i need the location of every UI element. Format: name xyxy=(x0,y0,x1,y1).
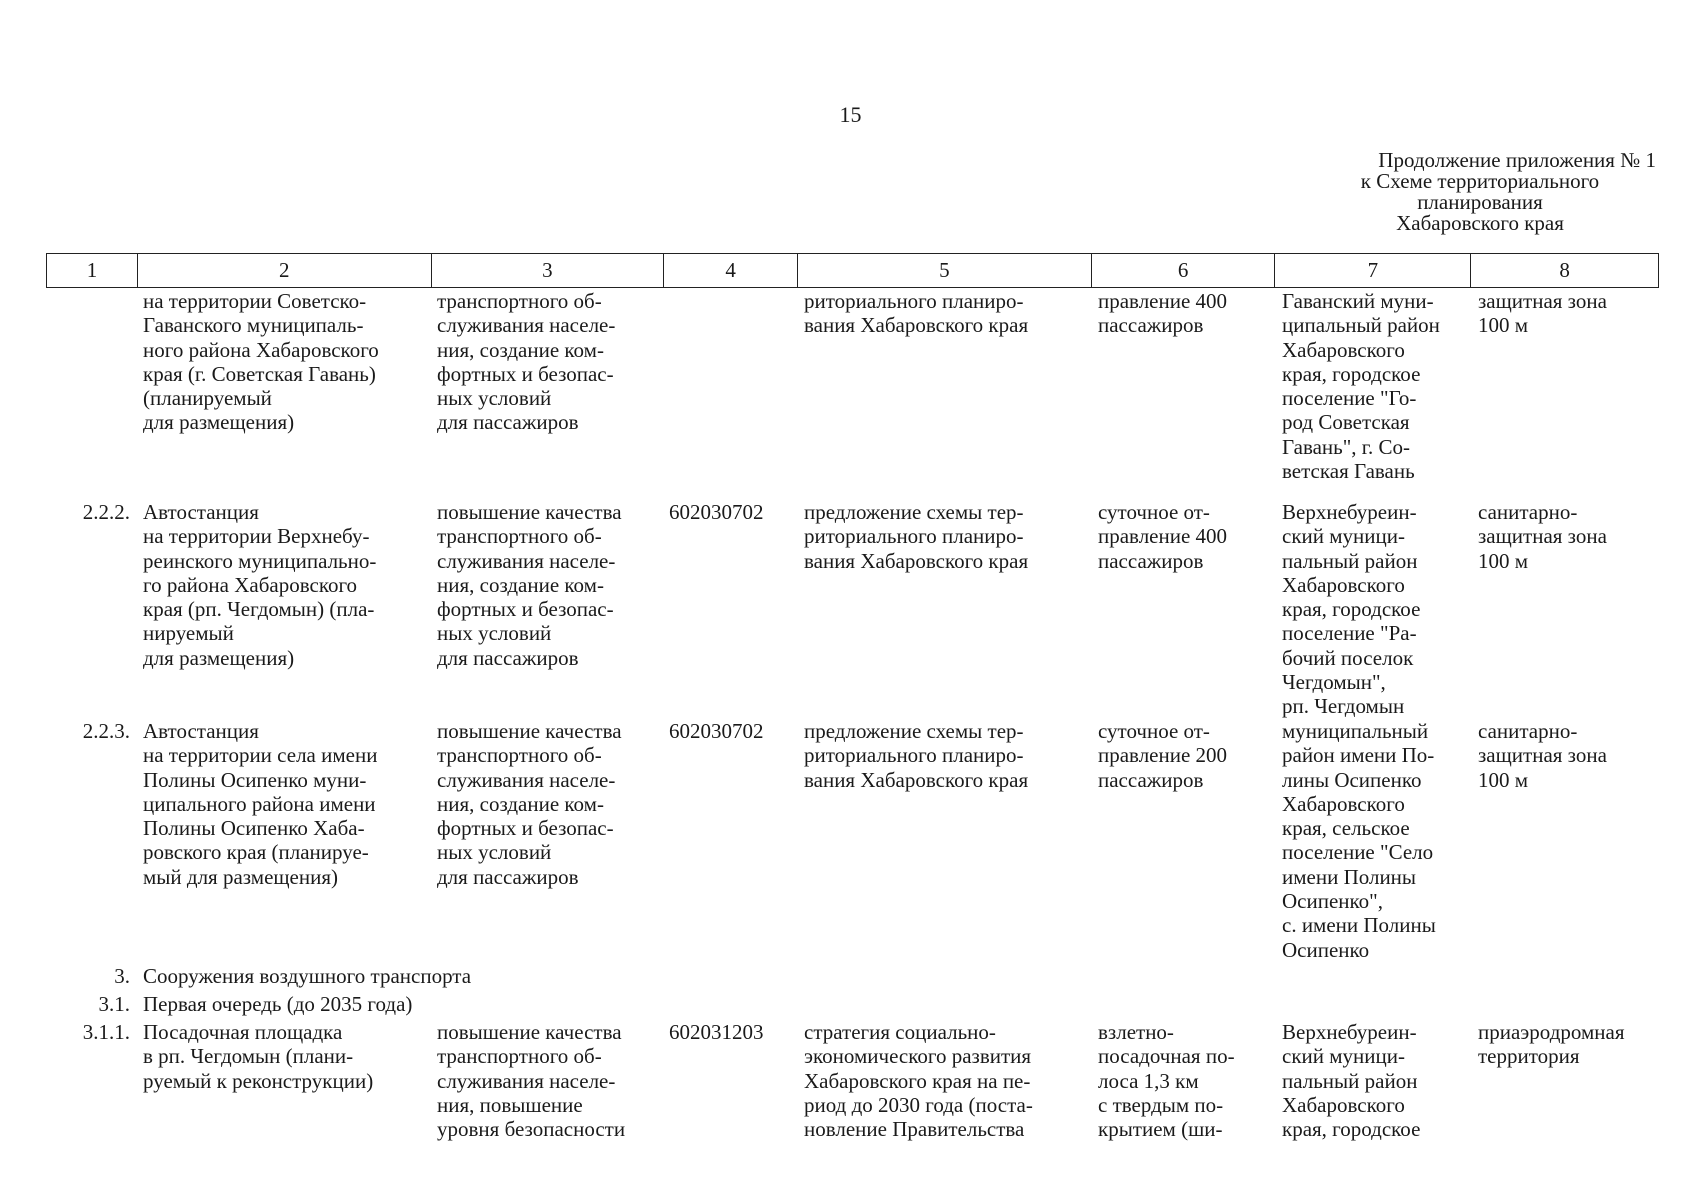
table-row xyxy=(46,500,1659,719)
row-number: 3.1.1. xyxy=(82,1020,130,1044)
section-number: 3. xyxy=(114,964,130,988)
page-number: 15 xyxy=(839,102,862,127)
table-body xyxy=(46,289,1659,1150)
object-location: Верхнебуреин- ский муници- пальный район Хабаровского края, городское поселение "Ра- бочий поселок Чегдомын", рп. Чегдомын xyxy=(1282,500,1421,719)
object-zone: санитарно- защитная зона 100 м xyxy=(1478,719,1607,792)
section-title: Первая очередь (до 2035 года) xyxy=(143,992,413,1016)
appendix-header xyxy=(1300,150,1660,234)
object-characteristics: правление 400 пассажиров xyxy=(1098,289,1228,338)
appendix-line-1: Продолжение приложения № 1 xyxy=(1378,148,1656,172)
object-code: 602030702 xyxy=(669,719,764,743)
column-header-5: 5 xyxy=(797,254,1091,287)
row-number: 2.2.3. xyxy=(82,719,130,743)
object-purpose: повышение качества транспортного об- служивания населе- ния, создание ком- фортных и безопас- ных условий для пассажиров xyxy=(437,500,622,670)
table-row xyxy=(46,719,1659,964)
row-number xyxy=(46,289,136,500)
appendix-line-2: к Схеме территориального xyxy=(1360,169,1600,193)
object-location: муниципальный район имени По- лины Осипенко Хабаровского края, сельское поселение "Село имени Полины Осипенко", с. имени Полины Осипенко xyxy=(1282,719,1436,962)
object-characteristics: суточное от- правление 200 пассажиров xyxy=(1098,719,1228,792)
column-header-1: 1 xyxy=(86,258,98,282)
object-zone: приаэродромная территория xyxy=(1478,1020,1625,1069)
appendix-line-4: Хабаровского края xyxy=(1396,211,1564,235)
column-header-7: 7 xyxy=(1274,254,1470,287)
object-purpose: транспортного об- служивания населе- ния, создание ком- фортных и безопас- ных условий для пассажиров xyxy=(437,289,616,435)
object-code: 602031203 xyxy=(669,1020,764,1044)
object-basis: предложение схемы тер- риториального планиро- вания Хабаровского края xyxy=(804,500,1029,573)
object-basis: стратегия социально- экономического развития Хабаровского края на пе- риод до 2030 года (поста- новление Правительства xyxy=(804,1020,1033,1142)
object-zone: санитарно- защитная зона 100 м xyxy=(1478,500,1607,573)
column-header-3: 3 xyxy=(431,254,664,287)
appendix-line-3: планирования xyxy=(1417,190,1543,214)
table-header-row xyxy=(46,253,1659,288)
object-name: Автостанция на территории Верхнебу- реинского муниципально- го района Хабаровского края (рп. Чегдомын) (пла- нируемый для размещения) xyxy=(143,500,377,670)
section-row xyxy=(46,992,1659,1020)
table-row xyxy=(46,1020,1659,1150)
object-name: на территории Советско- Гаванского муниципаль- ного района Хабаровского края (г. Советская Гавань) (планируемый для размещения) xyxy=(143,289,379,435)
object-location: Гаванский муни- ципальный район Хабаровского края, городское поселение "Го- род Советская Гавань", г. Со- ветская Гавань xyxy=(1282,289,1440,484)
object-purpose: повышение качества транспортного об- служивания населе- ния, повышение уровня безопасности xyxy=(437,1020,626,1142)
object-purpose: повышение качества транспортного об- служивания населе- ния, создание ком- фортных и безопас- ных условий для пассажиров xyxy=(437,719,622,889)
object-code xyxy=(663,289,797,500)
object-characteristics: суточное от- правление 400 пассажиров xyxy=(1098,500,1228,573)
object-basis: риториального планиро- вания Хабаровского края xyxy=(804,289,1029,338)
object-basis: предложение схемы тер- риториального планиро- вания Хабаровского края xyxy=(804,719,1029,792)
object-name: Посадочная площадка в рп. Чегдомын (плани- руемый к реконструкции) xyxy=(143,1020,374,1093)
section-row xyxy=(46,964,1659,992)
column-header-4: 4 xyxy=(663,254,797,287)
object-name: Автостанция на территории села имени Полины Осипенко муни- ципального района имени Полины Осипенко Хаба- ровского края (планируе- мый для размещения) xyxy=(143,719,378,889)
section-number: 3.1. xyxy=(98,992,130,1016)
table-row xyxy=(46,289,1659,500)
row-number: 2.2.2. xyxy=(82,500,130,524)
section-title: Сооружения воздушного транспорта xyxy=(143,964,472,988)
column-header-2: 2 xyxy=(137,254,431,287)
object-code: 602030702 xyxy=(669,500,764,524)
object-characteristics: взлетно- посадочная по- лоса 1,3 км с твердым по- крытием (ши- xyxy=(1098,1020,1235,1142)
column-header-8: 8 xyxy=(1470,254,1658,287)
object-location: Верхнебуреин- ский муници- пальный район Хабаровского края, городское xyxy=(1282,1020,1421,1142)
column-header-6: 6 xyxy=(1091,254,1275,287)
object-zone: защитная зона 100 м xyxy=(1478,289,1607,338)
